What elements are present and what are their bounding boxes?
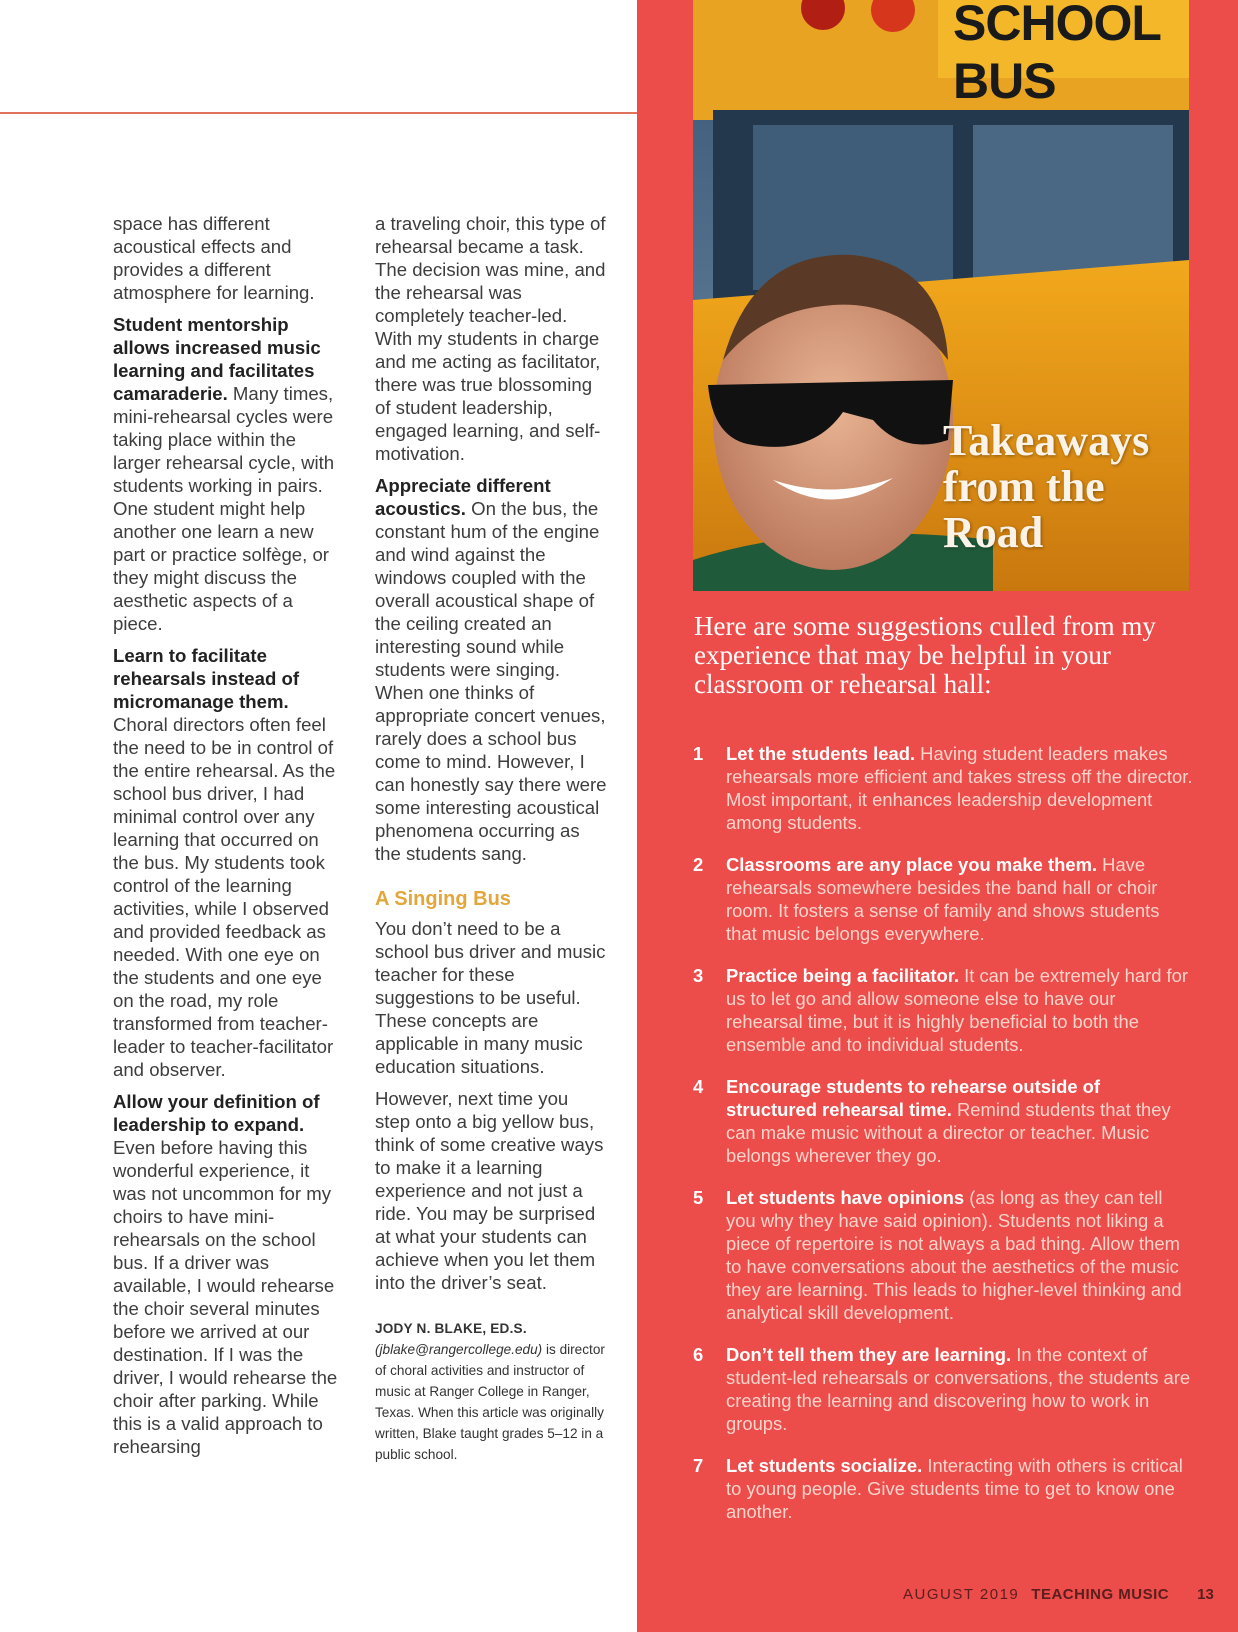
- paragraph: [113, 644, 338, 1081]
- tip-body: In the context of student-led rehearsals or conversations, the students are creating the learning and discovering how to work in groups.: [726, 1344, 1191, 1434]
- list-number: 4: [693, 1076, 704, 1097]
- section-heading: A Singing Bus: [375, 888, 511, 910]
- tips-list: [693, 742, 1193, 1542]
- paragraph-body: On the bus, the constant hum of the engine and wind against the windows coupled with the overall acoustical shape of the ceiling created an interesting sound while students were singing. When one thinks of appropriate concert venues, rarely does a school bus come to mind. However, I can honestly say there were some interesting acoustical phenomena occurring as the students sang.: [375, 498, 607, 864]
- tip-lead: Let the students lead.: [726, 743, 916, 764]
- list-item: [693, 1075, 1193, 1167]
- list-item: [693, 1343, 1193, 1435]
- paragraph-lead: Appreciate different acoustics.: [375, 475, 551, 519]
- takeaways-sidebar: [637, 0, 1238, 1632]
- issue-date: AUGUST 2019: [903, 1586, 1020, 1603]
- bus-sign: SCHOOL BUS: [953, 0, 1160, 109]
- paragraph: [113, 313, 338, 635]
- page-number: 13: [1197, 1586, 1214, 1603]
- tip-body: Interacting with others is critical to young people. Give students time to get to know one another.: [726, 1455, 1183, 1522]
- tip-body: Remind students that they can make music without a director or teacher. Music belongs wherever they go.: [726, 1099, 1171, 1166]
- list-number: 3: [693, 965, 704, 986]
- list-number: 6: [693, 1344, 704, 1365]
- paragraph-body: Many times, mini-rehearsal cycles were taking place within the larger rehearsal cycle, with students working in pairs. One student might help another one learn a new part or practice solfège, or they might discuss the aesthetic aspects of a piece.: [113, 383, 335, 634]
- tip-body: Having student leaders makes rehearsals more efficient and takes stress off the director. Most important, it enhances leadership development among students.: [726, 743, 1193, 833]
- tip-body: Have rehearsals somewhere besides the band hall or choir room. It fosters a sense of family and shows students that music belongs everywhere.: [726, 854, 1160, 944]
- paragraph-lead: Allow your definition of leadership to expand.: [113, 1091, 320, 1135]
- tip-lead: Classrooms are any place you make them.: [726, 854, 1098, 875]
- magazine-name: TEACHING MUSIC: [1031, 1586, 1170, 1603]
- list-item: [693, 742, 1193, 834]
- paragraph: space has different acoustical effects and provides a different atmosphere for learning.: [113, 213, 315, 303]
- paragraph: [375, 474, 607, 865]
- tip-lead: Let students socialize.: [726, 1455, 923, 1476]
- list-item: [693, 853, 1193, 945]
- article-column-2: [375, 212, 607, 1465]
- list-number: 7: [693, 1455, 704, 1476]
- article-column-1: [113, 212, 338, 1467]
- author-name: JODY N. BLAKE, ED.S.: [375, 1321, 527, 1336]
- list-item: [693, 1454, 1193, 1523]
- author-bio-text: is director of choral activities and instructor of music at Ranger College in Ranger, Texas. When this article was originally written, Blake taught grades 5–12 in a public school.: [375, 1342, 605, 1462]
- author-email[interactable]: (jblake@rangercollege.edu): [375, 1342, 543, 1357]
- sidebar-title: Takeaways from the Road: [943, 416, 1150, 557]
- list-number: 1: [693, 743, 704, 764]
- header-rule: [0, 112, 637, 114]
- tip-lead: Practice being a facilitator.: [726, 965, 960, 986]
- list-item: [693, 964, 1193, 1056]
- paragraph-lead: Learn to facilitate rehearsals instead of micromanage them.: [113, 645, 300, 712]
- tip-lead: Don’t tell them they are learning.: [726, 1344, 1012, 1365]
- tip-body: It can be extremely hard for us to let go and allow someone else to have our rehearsal time, but it is highly beneficial to both the ensemble and to individual students.: [726, 965, 1189, 1055]
- list-number: 2: [693, 854, 704, 875]
- tip-lead: Let students have opinions: [726, 1187, 965, 1208]
- paragraph: However, next time you step onto a big yellow bus, think of some creative ways to make it a learning experience and not just a ride. You may be surprised at what your students can achieve when you let them into the driver’s seat.: [375, 1088, 604, 1293]
- list-item: [693, 1186, 1193, 1324]
- sidebar-intro: Here are some suggestions culled from my experience that may be helpful in your classroom or rehearsal hall:: [694, 611, 1156, 699]
- paragraph-body: Choral directors often feel the need to be in control of the entire rehearsal. As the school bus driver, I had minimal control over any learning that occurred on the bus. My students took control of the learning activities, while I observed and provided feedback as needed. With one eye on the students and one eye on the road, my role transformed from teacher-leader to teacher-facilitator and observer.: [113, 714, 336, 1080]
- bus-driver-photo: [693, 0, 1189, 591]
- paragraph-body: Even before having this wonderful experience, it was not uncommon for my choirs to have mini-rehearsals on the school bus. If a driver was available, I would rehearse the choir several minutes before we arrived at our destination. If I was the driver, I would rehearse the choir after parking. While this is a valid approach to rehearsing: [113, 1137, 338, 1457]
- list-number: 5: [693, 1187, 704, 1208]
- tip-lead: Encourage students to rehearse outside of structured rehearsal time.: [726, 1076, 1101, 1120]
- tip-body: (as long as they can tell you why they have said opinion). Students not liking a piece of repertoire is not always a bad thing. Allow them to have conversations about the aesthetics of the music they are learning. This leads to higher-level thinking and analytical skill development.: [726, 1187, 1182, 1323]
- paragraph-lead: Student mentorship allows increased music learning and facilitates camaraderie.: [113, 314, 321, 404]
- page-footer: [903, 1586, 1214, 1603]
- paragraph: You don’t need to be a school bus driver and music teacher for these suggestions to be useful. These concepts are applicable in many music education situations.: [375, 918, 606, 1077]
- paragraph: a traveling choir, this type of rehearsal became a task. The decision was mine, and the rehearsal was completely teacher-led. With my students in charge and me acting as facilitator, there was true blossoming of student leadership, engaged learning, and self-motivation.: [375, 213, 606, 464]
- author-bio: [375, 1318, 607, 1465]
- paragraph: [113, 1090, 338, 1458]
